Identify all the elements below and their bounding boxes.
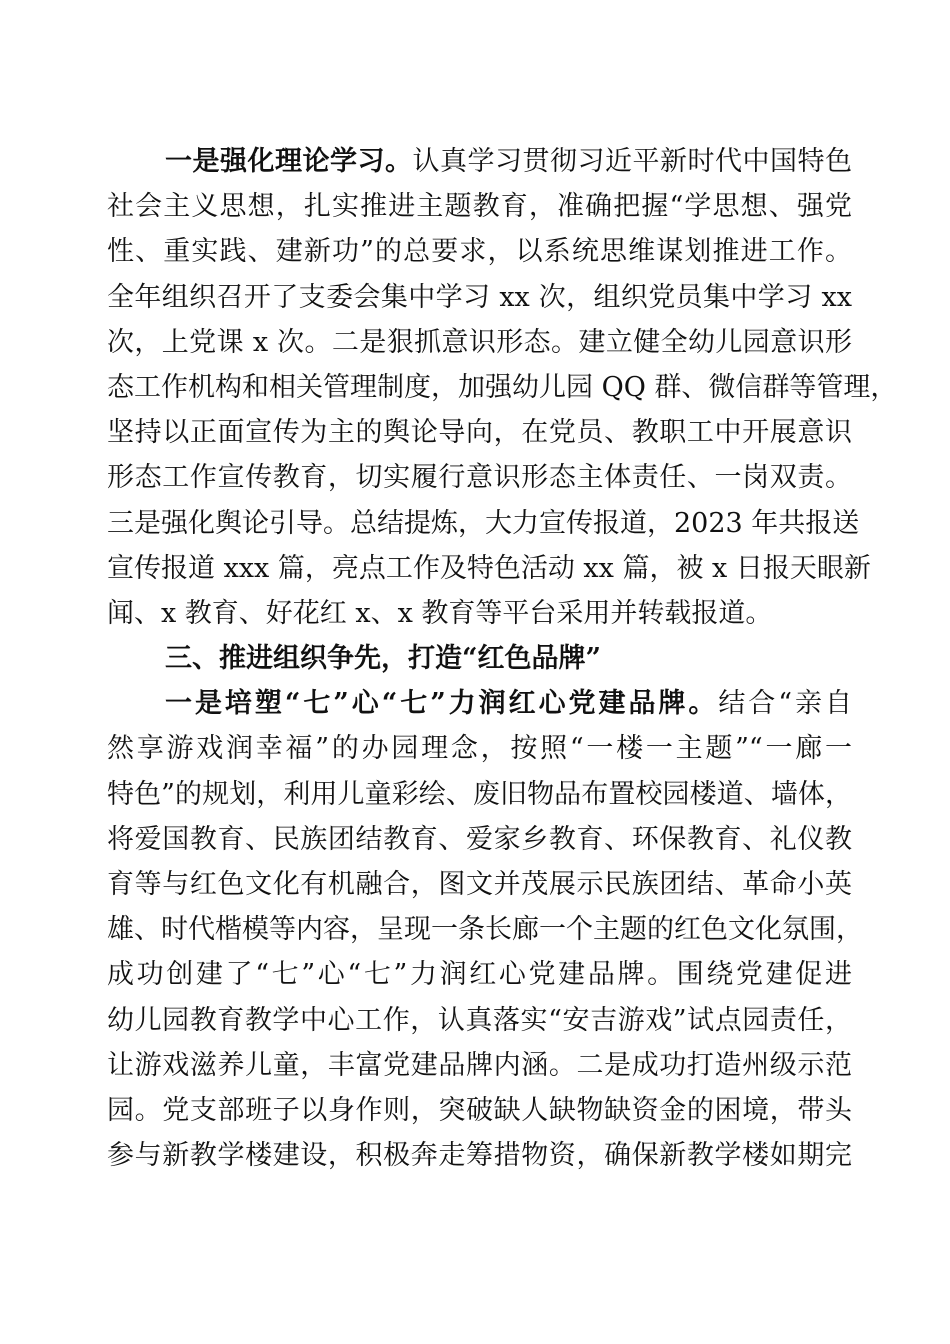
text-line: 成功创建了“七”心“七”力润红心党建品牌。围绕党建促进 bbox=[107, 959, 852, 991]
text-line: 全年组织召开了支委会集中学习 xx 次，组织党员集中学习 xx bbox=[107, 281, 852, 313]
section-heading: 三、推进组织争先，打造“红色品牌” bbox=[165, 643, 602, 675]
text-line: 将爱国教育、民族团结教育、爱家乡教育、环保教育、礼仪教 bbox=[107, 823, 852, 855]
text-line: 闻、x 教育、好花红 x、x 教育等平台采用并转载报道。 bbox=[107, 597, 773, 629]
text-line: 雄、时代楷模等内容，呈现一条长廊一个主题的红色文化氛围， bbox=[107, 914, 863, 946]
text-line: 园。党支部班子以身作则，突破缺人缺物缺资金的困境，带头 bbox=[107, 1094, 852, 1126]
text-line: 参与新教学楼建设，积极奔走筹措物资，确保新教学楼如期完 bbox=[107, 1140, 852, 1172]
text-line: 特色”的规划，利用儿童彩绘、废旧物品布置校园楼道、墙体， bbox=[107, 778, 852, 810]
text-line: 然享游戏润幸福”的办园理念，按照“一楼一主题”“一廊一 bbox=[107, 733, 852, 765]
paragraph-theory-study bbox=[107, 139, 898, 636]
text-line: 态工作机构和相关管理制度，加强幼儿园 QQ 群、微信群等管理， bbox=[107, 371, 898, 403]
text-line: 性、重实践、建新功”的总要求，以系统思维谋划推进工作。 bbox=[107, 236, 852, 268]
paragraph-red-brand bbox=[107, 681, 863, 1178]
paragraph-lead: 一是强化理论学习。 bbox=[165, 146, 413, 177]
text-line-content: 结合“亲自 bbox=[718, 688, 852, 720]
text-line bbox=[107, 681, 852, 726]
text-line bbox=[107, 139, 852, 184]
document-page bbox=[107, 139, 898, 1178]
text-line: 幼儿园教育教学中心工作，认真落实“安吉游戏”试点园责任， bbox=[107, 1004, 852, 1036]
text-line: 形态工作宣传教育，切实履行意识形态主体责任、一岗双责。 bbox=[107, 462, 852, 494]
text-line: 次，上党课 x 次。二是狠抓意识形态。建立健全幼儿园意识形 bbox=[107, 326, 852, 358]
text-line: 让游戏滋养儿童，丰富党建品牌内涵。二是成功打造州级示范 bbox=[107, 1049, 852, 1081]
text-line: 坚持以正面宣传为主的舆论导向，在党员、教职工中开展意识 bbox=[107, 417, 852, 449]
text-line: 三是强化舆论引导。总结提炼，大力宣传报道，2023 年共报送 bbox=[107, 507, 860, 539]
text-line: 育等与红色文化有机融合，图文并茂展示民族团结、革命小英 bbox=[107, 869, 852, 900]
text-line: 宣传报道 xxx 篇，亮点工作及特色活动 xx 篇，被 x 日报天眼新 bbox=[107, 552, 871, 584]
paragraph-lead: 一是培塑“七”心“七”力润红心党建品牌。 bbox=[165, 688, 719, 720]
text-line: 社会主义思想，扎实推进主题教育，准确把握“学思想、强党 bbox=[107, 191, 852, 223]
text-line-content: 认真学习贯彻习近平新时代中国特色 bbox=[412, 146, 852, 177]
